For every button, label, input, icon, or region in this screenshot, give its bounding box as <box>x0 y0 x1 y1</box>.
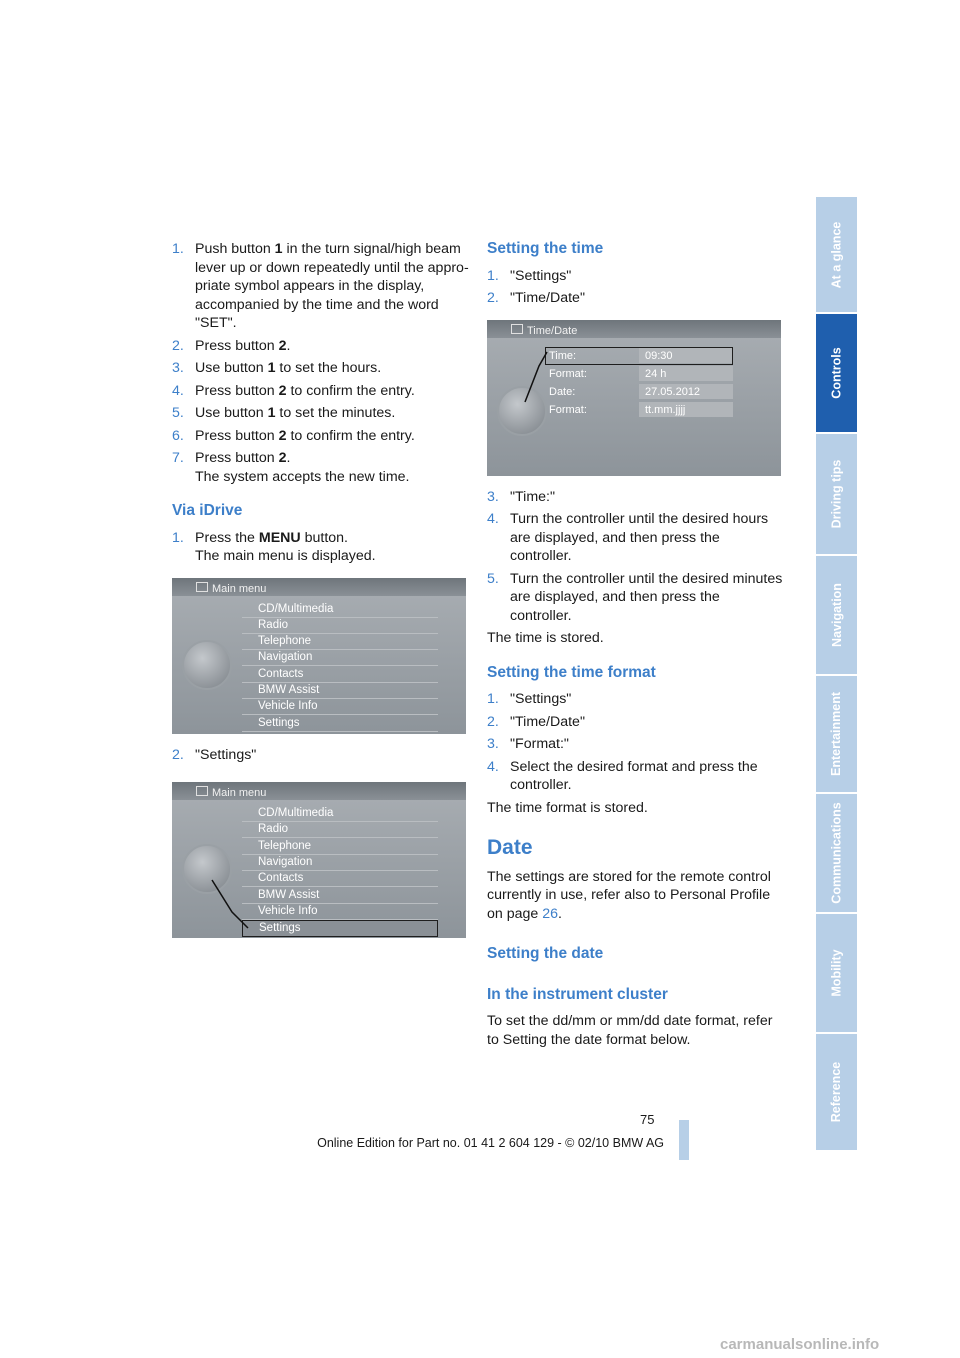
step-number: 4. <box>487 758 499 775</box>
list-item <box>487 570 783 626</box>
date-text-end: . <box>558 905 562 922</box>
step-text: "Time/Date" <box>510 713 585 730</box>
step-number: 2. <box>487 713 499 730</box>
tab-label: Navigation <box>829 583 844 647</box>
menu-item: Settings <box>242 716 438 732</box>
date-text: The settings are stored for the remote control currently in use, refer also to Personal Profile on page <box>487 868 771 922</box>
menu-item: BMW Assist <box>242 888 438 904</box>
menu-item: Vehicle Info <box>242 699 438 715</box>
step-text: Use button 1 to set the minutes. <box>195 405 396 421</box>
idrive-steps-list <box>172 529 472 566</box>
row-label: Time: <box>549 349 577 362</box>
controller-knob-icon <box>182 640 232 690</box>
step-text: Press the <box>195 529 259 546</box>
step-number: 3. <box>172 360 184 376</box>
menu-item: Navigation <box>242 650 438 666</box>
row-label: Format: <box>549 367 587 380</box>
list-item <box>487 758 783 795</box>
chapter-tab-at-a-glance[interactable] <box>816 197 857 312</box>
list-item <box>487 289 783 308</box>
tab-label: Driving tips <box>829 459 844 529</box>
time-stored-text: The time is stored. <box>487 630 604 646</box>
watermark: carmanualsonline.info <box>720 1336 880 1353</box>
step-text: "Settings" <box>510 267 572 284</box>
step-number: 3. <box>487 736 499 752</box>
step-text: "Time/Date" <box>510 290 585 306</box>
step-text: "Time:" <box>510 488 556 505</box>
main-menu-screenshot <box>172 578 466 734</box>
step-text: Press button 2. <box>195 450 291 466</box>
heading-date: Date <box>487 836 533 859</box>
step-number: 1. <box>487 267 499 284</box>
step-text: Push button 1 in the turn signal/high beam lever up or down repeatedly until the appro-priate symbol appears in the display, accompanied by the time and the word "SET". <box>195 241 469 331</box>
tab-label: Mobility <box>829 949 844 997</box>
menu-item: Radio <box>242 822 438 838</box>
main-menu-settings-screenshot <box>172 782 466 938</box>
step-number: 5. <box>172 405 184 421</box>
chapter-tab-controls[interactable] <box>816 314 857 432</box>
page-number: 75 <box>640 1112 655 1127</box>
time-date-screenshot <box>487 320 781 476</box>
list-item <box>172 404 472 423</box>
tab-label: Communications <box>829 802 844 904</box>
chapter-tab-entertainment[interactable] <box>816 676 857 792</box>
list-item <box>172 746 472 765</box>
step-number: 7. <box>172 450 184 466</box>
time-steps-list <box>487 267 783 308</box>
list-item <box>172 427 472 446</box>
tab-label: Entertainment <box>829 691 844 777</box>
step-text: button. <box>300 529 348 546</box>
left-column <box>172 240 472 950</box>
menu-item: Navigation <box>242 855 438 871</box>
cluster-paragraph: To set the dd/mm or mm/dd date format, refer to Setting the date format below. <box>487 1013 773 1048</box>
footer-marker <box>679 1120 689 1160</box>
chapter-tab-communications[interactable] <box>816 794 857 912</box>
list-item <box>487 735 783 754</box>
format-steps-list <box>487 690 783 795</box>
step-number: 1. <box>172 529 184 546</box>
list-item <box>487 713 783 732</box>
list-item <box>172 382 472 401</box>
step-text: Select the desired format and press the controller. <box>510 758 758 793</box>
menu-item: Telephone <box>242 634 438 650</box>
step-number: 4. <box>172 382 184 399</box>
chapter-tab-mobility[interactable] <box>816 914 857 1032</box>
chapter-tab-driving-tips[interactable] <box>816 434 857 554</box>
chapter-tab-reference[interactable] <box>816 1034 857 1150</box>
tab-label: Controls <box>829 347 844 399</box>
menu-item: Vehicle Info <box>242 904 438 920</box>
format-stored-text: The time format is stored. <box>487 799 648 816</box>
footer-text: Online Edition for Part no. 01 41 2 604 129 - © 02/10 BMW AG <box>317 1136 664 1150</box>
step-text: "Format:" <box>510 736 569 752</box>
step-number: 4. <box>487 511 499 527</box>
callout-line-icon <box>487 320 781 476</box>
tab-label: Reference <box>829 1061 844 1123</box>
step-subtext: The main menu is displayed. <box>195 548 376 564</box>
list-item <box>487 510 783 566</box>
menu-item: Contacts <box>242 667 438 683</box>
tab-label: At a glance <box>829 221 844 288</box>
menu-item: Radio <box>242 618 438 634</box>
idrive-steps-list-2 <box>172 746 472 765</box>
time-steps-list-2 <box>487 488 783 626</box>
heading-setting-time: Setting the time <box>487 240 604 257</box>
list-item <box>487 488 783 507</box>
chapter-tab-navigation[interactable] <box>816 556 857 674</box>
row-label: Format: <box>549 403 587 416</box>
date-paragraph <box>487 868 783 924</box>
list-item <box>487 267 783 286</box>
right-column <box>487 240 783 1057</box>
row-label: Date: <box>549 385 576 398</box>
menu-button-label: MENU <box>258 529 301 546</box>
row-value: tt.mm.jjjj <box>639 402 733 417</box>
step-number: 2. <box>487 290 499 306</box>
step-number: 1. <box>487 691 499 707</box>
step-number: 1. <box>172 241 184 257</box>
menu-item: Contacts <box>242 871 438 887</box>
heading-instrument-cluster: In the instrument cluster <box>487 985 668 1003</box>
list-item <box>172 449 472 486</box>
chapter-tabs <box>816 197 857 1160</box>
heading-time-format: Setting the time format <box>487 663 656 681</box>
menu-item: Settings <box>242 920 438 937</box>
step-text: Press button 2. <box>195 337 291 354</box>
menu-item: Telephone <box>242 839 438 855</box>
step-text: Turn the controller until the desired hours are displayed, and then press the controller. <box>510 511 769 564</box>
step-number: 2. <box>172 337 184 354</box>
menu-item: CD/Multimedia <box>242 806 438 822</box>
list-item <box>172 337 472 356</box>
menu-item: BMW Assist <box>242 683 438 699</box>
menu-item: CD/Multimedia <box>242 602 438 618</box>
row-value: 24 h <box>639 366 733 381</box>
list-item <box>487 690 783 709</box>
step-text: Press button 2 to confirm the entry. <box>195 382 415 399</box>
step-text: "Settings" <box>195 746 257 763</box>
screen-title: Main menu <box>212 787 267 799</box>
step-number: 6. <box>172 427 184 444</box>
step-text: Press button 2 to confirm the entry. <box>195 427 415 444</box>
row-value: 27.05.2012 <box>639 384 733 399</box>
instrument-steps-list <box>172 240 472 486</box>
step-number: 3. <box>487 488 499 505</box>
list-item <box>172 529 472 566</box>
heading-setting-date: Setting the date <box>487 945 604 962</box>
step-text: "Settings" <box>510 691 572 707</box>
list-item <box>172 359 472 378</box>
menu-icon <box>196 582 208 592</box>
heading-via-idrive: Via iDrive <box>172 502 243 519</box>
row-value: 09:30 <box>639 348 733 363</box>
step-text: Use button 1 to set the hours. <box>195 360 382 376</box>
step-number: 5. <box>487 570 499 587</box>
step-text: Turn the controller until the desired minutes are displayed, and then press the controller. <box>510 570 783 624</box>
list-item <box>172 240 472 333</box>
step-number: 2. <box>172 746 184 763</box>
callout-line-icon <box>172 782 466 938</box>
page-link[interactable]: 26 <box>542 905 559 922</box>
screen-title: Main menu <box>212 582 267 595</box>
screen-title: Time/Date <box>527 324 578 337</box>
step-subtext: The system accepts the new time. <box>195 468 410 485</box>
